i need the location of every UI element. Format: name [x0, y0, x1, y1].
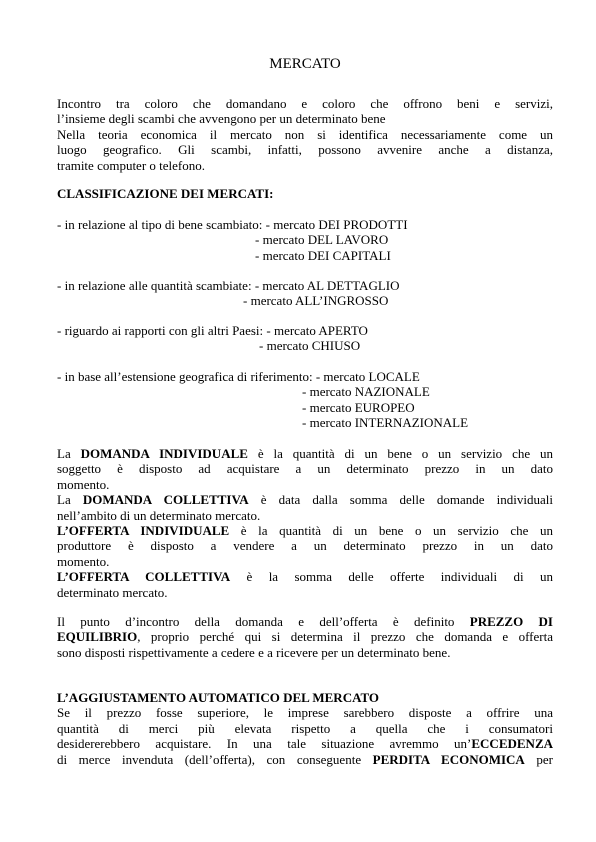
text-run: è la quantità di un bene o un servizio che un — [247, 446, 553, 461]
market-type: - mercato EUROPEO — [302, 399, 415, 415]
term-eccedenza: ECCEDENZA — [471, 736, 553, 752]
adjustment-line: quantità di merci più elevata rispetto a quella che i consumatori — [57, 720, 553, 736]
equilibrium-line: sono disposti rispettivamente a cedere e a ricevere per un determinato bene. — [57, 644, 451, 660]
classification-criterion-line — [57, 217, 553, 232]
classification-group-bene — [57, 217, 553, 263]
adjustment-line — [57, 736, 553, 751]
text-run: di merce invenduta (dell’offerta), con conseguente — [57, 751, 373, 767]
definitions-paragraph — [57, 446, 553, 600]
term-equilibrio: EQUILIBRIO — [57, 629, 138, 645]
definition-line: produttore è disposto a vendere a un determinato prezzo in un dato — [57, 538, 553, 554]
definition-line: soggetto è disposto ad acquistare a un determinato prezzo in un dato — [57, 461, 553, 477]
market-type: - mercato DEI CAPITALI — [255, 247, 391, 263]
classification-criterion: - riguardo ai rapporti con gli altri Paesi: — [57, 323, 267, 338]
market-type: - mercato ALL’INGROSSO — [243, 293, 389, 309]
classification-criterion-line — [57, 369, 553, 384]
classification-heading: CLASSIFICAZIONE DEI MERCATI: — [57, 186, 274, 201]
text-run: , proprio perché qui si determina il prezzo che domanda e offerta — [137, 629, 553, 645]
market-type: - mercato DEL LAVORO — [255, 232, 389, 248]
market-type: - mercato LOCALE — [315, 369, 420, 384]
market-type: - mercato INTERNAZIONALE — [302, 415, 469, 431]
classification-criterion-line — [57, 323, 553, 338]
classification-group-estensione — [57, 369, 553, 431]
adjustment-section — [57, 690, 553, 767]
term-offerta-individuale: L’OFFERTA INDIVIDUALE — [57, 523, 230, 539]
definition-line: momento. — [57, 553, 110, 569]
page-title: MERCATO — [269, 56, 341, 72]
adjustment-line — [57, 752, 553, 767]
text-run: desidererebbero acquistare. In una tale situazione avremmo un’ — [57, 736, 472, 752]
text-run: per — [524, 751, 553, 767]
text-run: è la quantità di un bene o un servizio che un — [229, 523, 553, 539]
definition-line — [57, 492, 553, 507]
equilibrium-paragraph — [57, 614, 553, 660]
term-prezzo-di: PREZZO DI — [469, 614, 553, 629]
text-run: è la somma delle offerte individuali di un — [230, 569, 553, 585]
market-type: - mercato APERTO — [266, 323, 368, 338]
term-offerta-collettiva: L’OFFERTA COLLETTIVA — [57, 569, 231, 585]
intro-paragraph — [57, 96, 553, 173]
classification-criterion: - in relazione al tipo di bene scambiato: — [57, 217, 266, 232]
intro-line: tramite computer o telefono. — [57, 157, 206, 173]
equilibrium-line — [57, 629, 553, 644]
term-domanda-collettiva: DOMANDA COLLETTIVA — [82, 492, 249, 508]
intro-line: Incontro tra coloro che domandano e coloro che offrono beni e servizi, — [57, 96, 553, 111]
term-domanda-individuale: DOMANDA INDIVIDUALE — [80, 446, 248, 461]
text-run: Il punto d’incontro della domanda e dell’offerta è definito — [57, 614, 470, 629]
classification-criterion: - in base all’estensione geografica di riferimento: — [57, 369, 316, 384]
market-type: - mercato AL DETTAGLIO — [254, 278, 400, 293]
definition-line — [57, 523, 553, 538]
definition-line — [57, 569, 553, 584]
text-run: è data dalla somma delle domande individuali — [248, 492, 553, 508]
definition-line: determinato mercato. — [57, 584, 168, 600]
classification-criterion-line — [57, 278, 553, 293]
market-type: - mercato CHIUSO — [259, 338, 361, 354]
classification-group-paesi — [57, 323, 553, 354]
market-type: - mercato DEI PRODOTTI — [265, 217, 408, 232]
definition-line — [57, 446, 553, 461]
equilibrium-line — [57, 614, 553, 629]
definition-line: nell’ambito di un determinato mercato. — [57, 507, 261, 523]
text-run: La — [57, 492, 83, 508]
term-perdita-economica: PERDITA ECONOMICA — [372, 751, 525, 767]
intro-line: luogo geografico. Gli scambi, infatti, possono avvenire anche a distanza, — [57, 142, 553, 158]
market-type: - mercato NAZIONALE — [302, 384, 430, 400]
classification-criterion: - in relazione alle quantità scambiate: — [57, 278, 255, 293]
adjustment-line: Se il prezzo fosse superiore, le imprese sarebbero disposte a offrire una — [57, 705, 553, 721]
classification-group-quantita — [57, 278, 553, 309]
intro-line: Nella teoria economica il mercato non si identifica necessariamente come un — [57, 126, 553, 142]
adjustment-heading: L’AGGIUSTAMENTO AUTOMATICO DEL MERCATO — [57, 690, 380, 705]
definition-line: momento. — [57, 476, 110, 492]
intro-line: l’insieme degli scambi che avvengono per un determinato bene — [57, 111, 386, 127]
text-run: La — [57, 446, 81, 461]
